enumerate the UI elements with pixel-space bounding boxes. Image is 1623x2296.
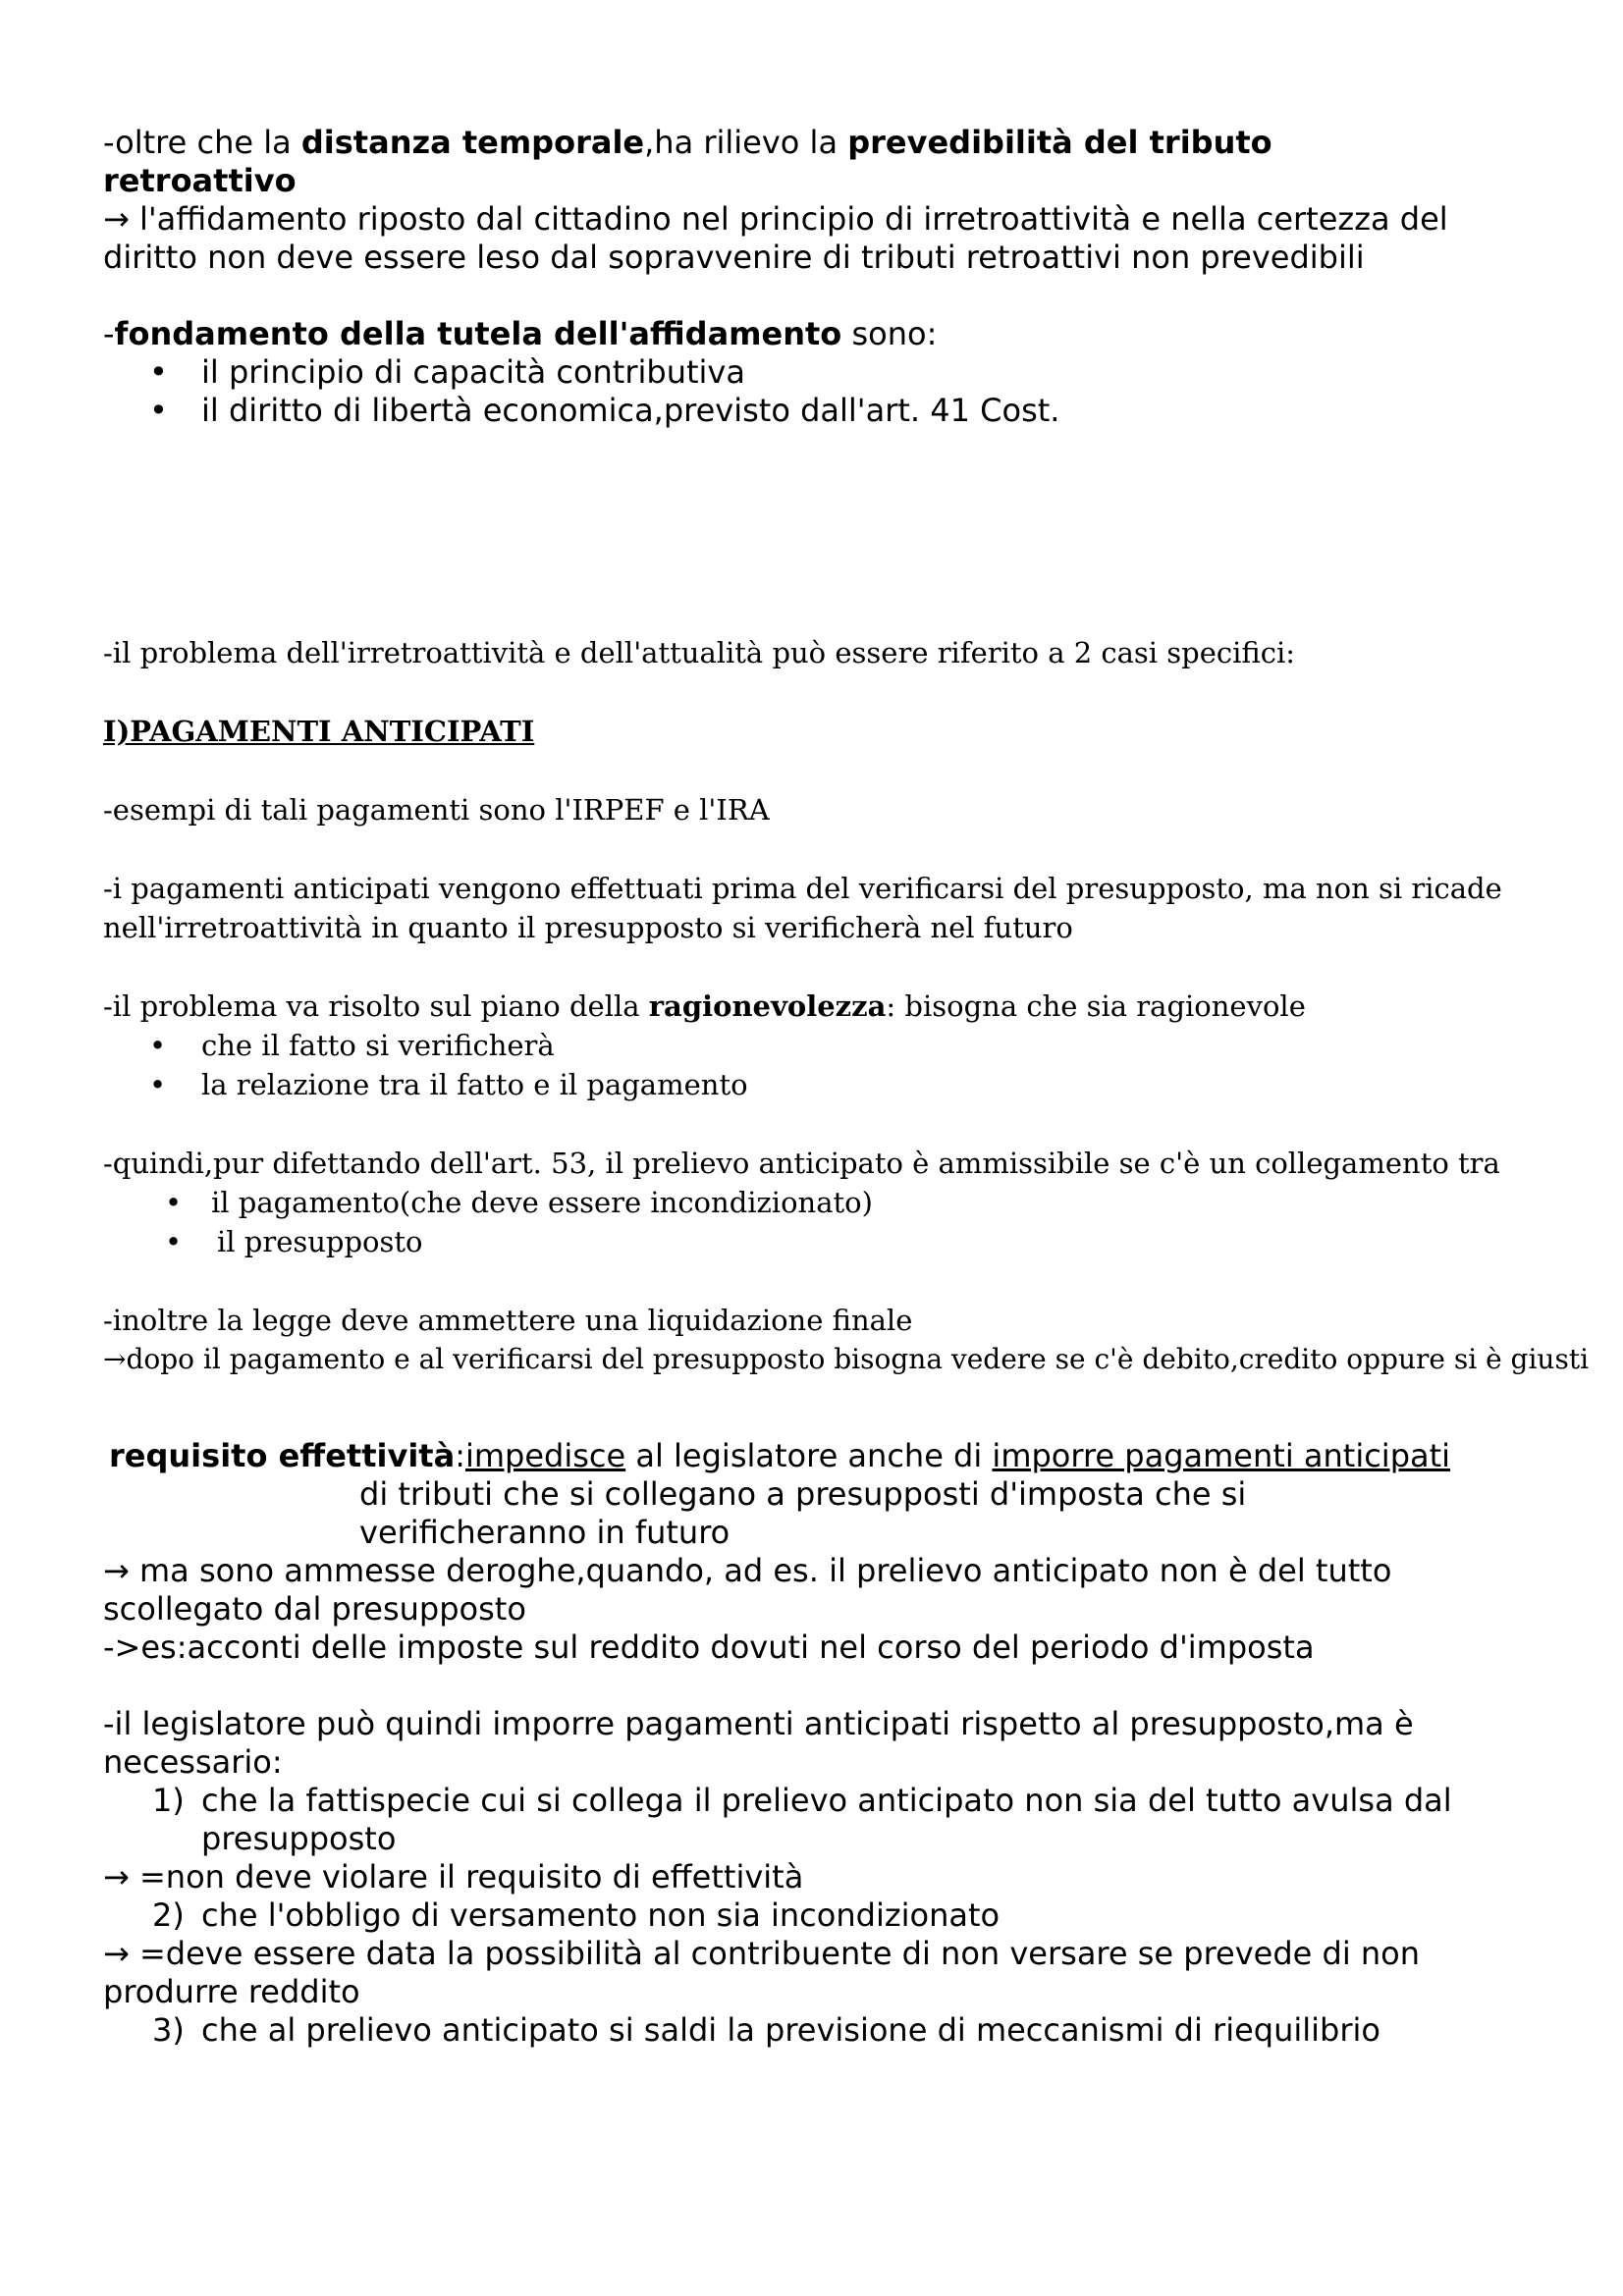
- item-text: che l'obbligo di versamento non sia incondizionato: [201, 1896, 1001, 1934]
- underlined-text: imporre pagamenti anticipati: [992, 1437, 1451, 1474]
- text: al legislatore anche di: [625, 1437, 993, 1474]
- paragraph-line: di tributi che si collegano a presupposti d'imposta che si: [359, 1475, 1247, 1513]
- heading-text: I)PAGAMENTI ANTICIPATI: [103, 715, 535, 748]
- paragraph-line: nell'irretroattività in quanto il presupposto si verificherà nel futuro: [103, 911, 1073, 944]
- paragraph-line: -quindi,pur difettando dell'art. 53, il prelievo anticipato è ammissibile se c'è un collegamento tra: [103, 1147, 1500, 1180]
- text: -: [103, 315, 115, 352]
- list-item-text: il pagamento(che deve essere incondizionato): [211, 1186, 873, 1219]
- list-item: [103, 1222, 1537, 1261]
- paragraph-line: [103, 162, 1537, 200]
- paragraph-line: → ma sono ammesse deroghe,quando, ad es. il prelievo anticipato non è del tutto: [103, 1552, 1392, 1589]
- paragraph-line: scollegato dal presupposto: [103, 1590, 526, 1628]
- paragraph-line: → =non deve violare il requisito di effettività: [103, 1858, 804, 1896]
- paragraph-line: [109, 1437, 1537, 1475]
- paragraph-line: -inoltre la legge deve ammettere una liquidazione finale: [103, 1304, 913, 1337]
- text: ,ha rilievo la: [644, 124, 848, 161]
- item-text-continuation: presupposto: [201, 1820, 397, 1857]
- paragraph-line: -il legislatore può quindi imporre pagamenti anticipati rispetto al presupposto,ma è: [103, 1705, 1414, 1742]
- list-item-text: che il fatto si verificherà: [201, 1029, 555, 1062]
- numbered-item: [103, 2011, 1537, 2050]
- paragraph-line: [103, 987, 1537, 1026]
- text: -il problema va risolto sul piano della: [103, 989, 649, 1023]
- text: :: [455, 1437, 465, 1474]
- section-affidamento: [103, 124, 1537, 430]
- section-requisito-effettivita: [103, 1437, 1537, 2050]
- bullet-icon: •: [149, 353, 168, 391]
- item-number: 3): [152, 2011, 185, 2049]
- numbered-item: [103, 1896, 1537, 1935]
- paragraph-line: → =deve essere data la possibilità al contribuente di non versare se prevede di non: [103, 1935, 1421, 1972]
- text: -oltre che la: [103, 124, 301, 161]
- bullet-icon: •: [165, 1225, 183, 1258]
- item-text: che la fattispecie cui si collega il prelievo anticipato non sia del tutto avulsa dal: [201, 1782, 1452, 1819]
- text: sono:: [841, 315, 938, 352]
- paragraph-line: ->es:acconti delle imposte sul reddito dovuti nel corso del periodo d'imposta: [103, 1629, 1315, 1666]
- section-pagamenti-anticipati: [103, 633, 1590, 1379]
- bold-text: ragionevolezza: [648, 989, 887, 1023]
- paragraph-line: [103, 315, 1537, 353]
- text: : bisogna che sia ragionevole: [886, 989, 1306, 1023]
- bullet-icon: •: [149, 1068, 167, 1101]
- bold-text: distanza temporale: [300, 124, 645, 161]
- paragraph-line: necessario:: [103, 1743, 283, 1781]
- paragraph-line: →dopo il pagamento e al verificarsi del presupposto bisogna vedere se c'è debito,credito oppure si è giusti: [103, 1343, 1590, 1375]
- bold-text: requisito effettività: [109, 1437, 456, 1474]
- paragraph-line: -il problema dell'irretroattività e dell'attualità può essere riferito a 2 casi specifici:: [103, 636, 1296, 669]
- list-item: [103, 353, 1537, 392]
- paragraph-line: diritto non deve essere leso dal sopravvenire di tributi retroattivi non prevedibili: [103, 239, 1365, 276]
- item-text: che al prelievo anticipato si saldi la previsione di meccanismi di riequilibrio: [201, 2011, 1380, 2049]
- paragraph-line: -esempi di tali pagamenti sono l'IRPEF e l'IRA: [103, 793, 770, 827]
- paragraph-line: verificheranno in futuro: [359, 1514, 730, 1551]
- list-item: [103, 1183, 1537, 1222]
- list-item-text: il diritto di libertà economica,previsto dall'art. 41 Cost.: [201, 392, 1060, 429]
- list-item: [103, 1026, 1537, 1065]
- paragraph-line: → l'affidamento riposto dal cittadino nel principio di irretroattività e nella certezza del: [103, 200, 1448, 238]
- list-item-text: il principio di capacità contributiva: [201, 353, 745, 391]
- underlined-text: impedisce: [464, 1437, 626, 1474]
- bold-text: fondamento della tutela dell'affidamento: [114, 315, 842, 352]
- bullet-icon: •: [165, 1186, 183, 1219]
- paragraph-line: produrre reddito: [103, 1973, 360, 2010]
- list-item: [103, 392, 1537, 430]
- item-number: 2): [152, 1896, 185, 1934]
- list-item-text: il presupposto: [217, 1225, 423, 1258]
- bullet-icon: •: [149, 392, 168, 429]
- section-heading: [103, 712, 1537, 751]
- bullet-icon: •: [149, 1029, 167, 1062]
- item-number: 1): [152, 1782, 185, 1819]
- list-item-text: la relazione tra il fatto e il pagamento: [201, 1068, 748, 1101]
- bold-text: retroattivo: [103, 162, 297, 199]
- bold-text: prevedibilità del tributo: [847, 124, 1272, 161]
- paragraph-line: [103, 124, 1537, 162]
- numbered-item: [103, 1782, 1537, 1820]
- list-item: [103, 1065, 1537, 1104]
- paragraph-line: -i pagamenti anticipati vengono effettuati prima del verificarsi del presupposto, ma non si ricade: [103, 872, 1502, 905]
